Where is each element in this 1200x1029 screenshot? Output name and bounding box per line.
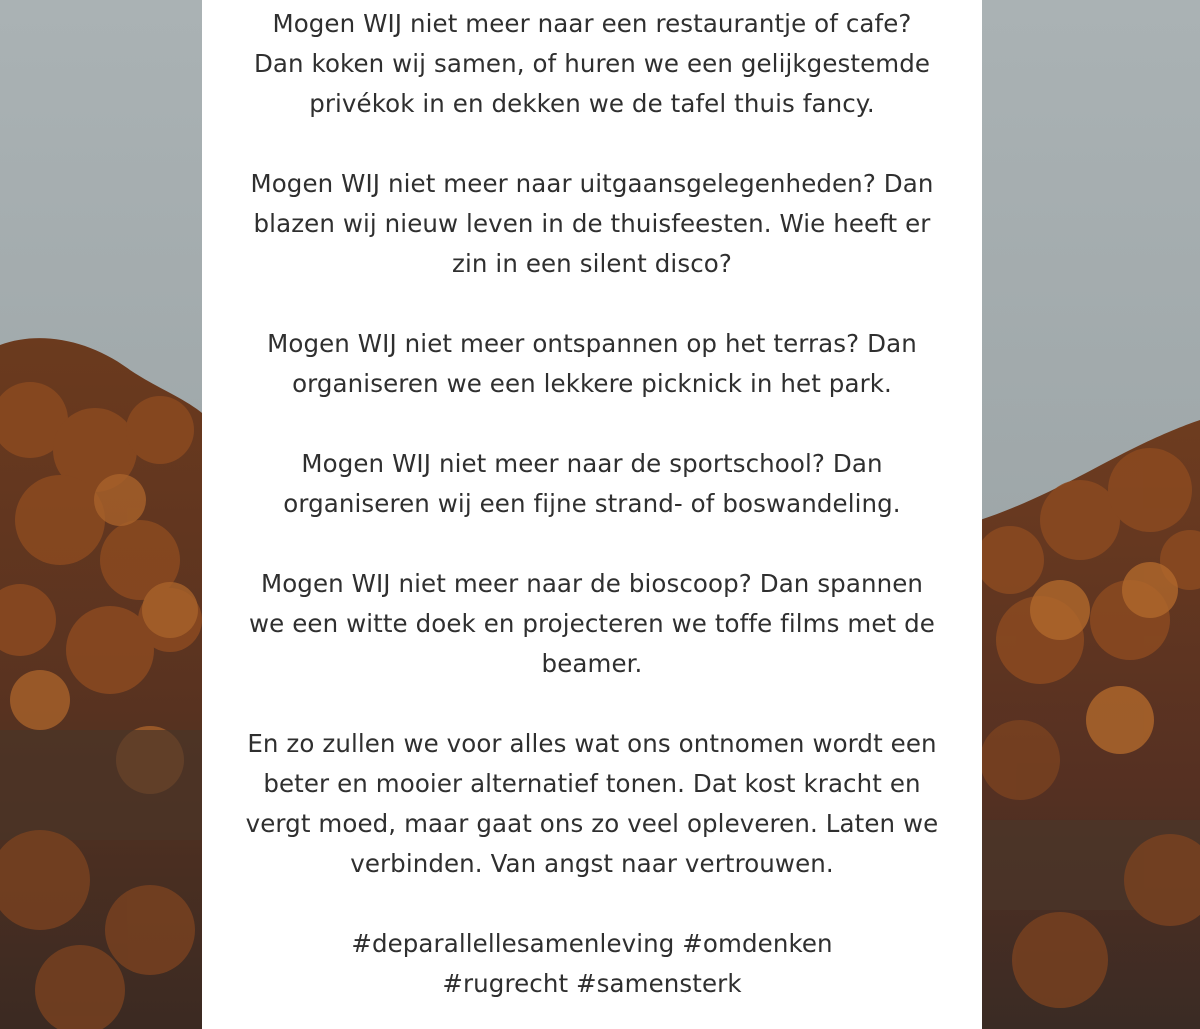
hashtags: #deparallellesamenleving #omdenken #rugrecht #samensterk — [351, 929, 833, 998]
post-paragraph: Mogen WIJ niet meer naar uitgaansgelegenheden? Dan blazen wij nieuw leven in de thuisfeesten. Wie heeft er zin in een silent disco? — [250, 169, 934, 278]
text-card — [202, 0, 982, 1029]
post-paragraph: Mogen WIJ niet meer naar de bioscoop? Dan spannen we een witte doek en projecteren we toffe films met de beamer. — [249, 569, 935, 678]
post-paragraph: En zo zullen we voor alles wat ons ontnomen wordt een beter en mooier alternatief tonen. Dat kost kracht en vergt moed, maar gaat ons zo veel opleveren. Laten we verbinden. Van angst naar vertrouwen. — [245, 729, 939, 878]
post-paragraph: Mogen WIJ niet meer naar de sportschool? Dan organiseren wij een fijne strand- of boswandeling. — [283, 449, 901, 518]
post-paragraph: Mogen WIJ niet meer ontspannen op het terras? Dan organiseren we een lekkere picknick in het park. — [267, 329, 917, 398]
post-paragraph: Mogen WIJ niet meer naar een restaurantje of cafe? Dan koken wij samen, of huren we een gelijkgestemde privékok in en dekken we de tafel thuis fancy. — [253, 9, 931, 118]
